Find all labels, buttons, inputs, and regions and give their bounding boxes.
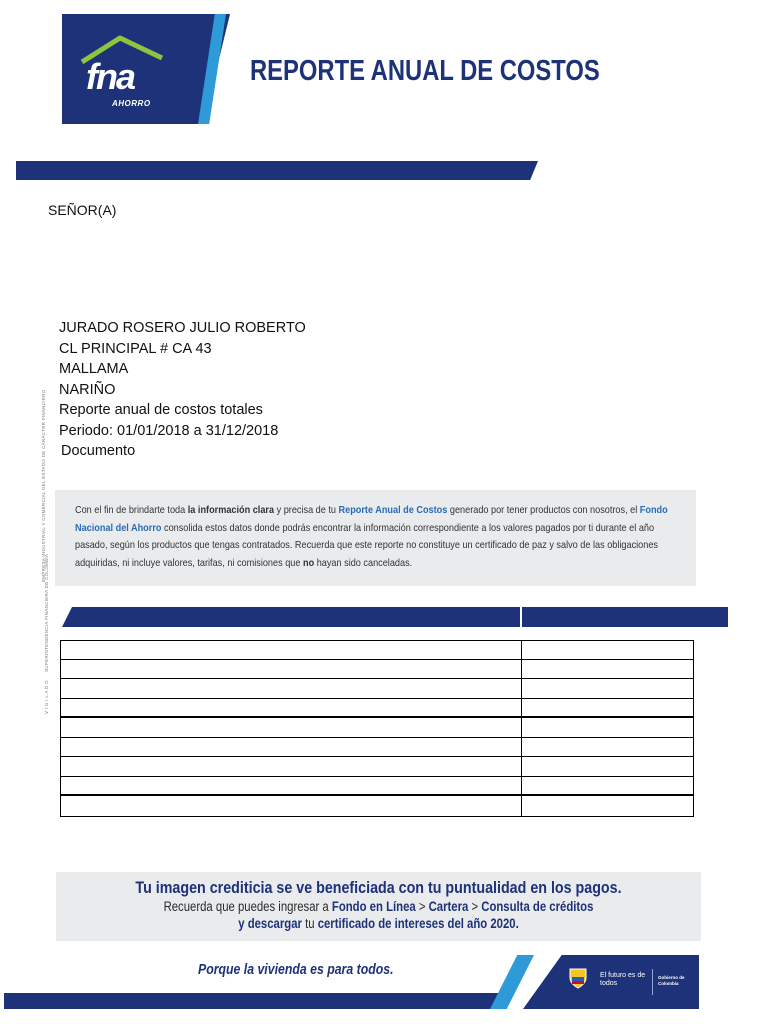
table-row	[60, 640, 694, 660]
gov-divider	[652, 969, 653, 995]
info-text: y precisa de tu	[274, 504, 339, 516]
table-cell-concept	[61, 641, 522, 659]
costs-table	[60, 640, 694, 817]
colombia-shield-icon	[568, 966, 588, 990]
info-panel	[55, 490, 696, 586]
info-text: Con el fin de brindarte toda	[75, 504, 188, 516]
table-row	[60, 718, 694, 738]
table-row	[60, 796, 694, 817]
promo-text: tu	[301, 916, 318, 931]
promo-panel	[56, 872, 701, 941]
recipient-city: MALLAMA	[59, 361, 129, 377]
table-cell-value	[522, 718, 693, 737]
promo-line-3	[108, 915, 650, 932]
table-cell-value	[522, 757, 693, 776]
info-text-bold: no	[302, 556, 315, 569]
side-label-company: EMPRESA INDUSTRIAL Y COMERCIAL DEL ESTADO DE CARÁCTER FINANCIERO	[41, 389, 46, 582]
header-divider-bar	[16, 161, 538, 180]
gov-slogan: El futuro es de todos	[600, 972, 646, 987]
table-cell-concept	[61, 718, 522, 737]
page-title: REPORTE ANUAL DE COSTOS	[250, 55, 600, 87]
table-cell-concept	[61, 738, 522, 757]
table-cell-value	[522, 796, 693, 816]
info-text: consolida estos datos donde podrás encontrar la información correspondiente a los valores pagados por ti durante el año pasado, según los productos que tengas contratados. Recuerda que este reporte no constituye un certificado de paz y salvo de las obligaciones adquiridas, ni incluye valores, tarifas, ni comisiones que	[75, 521, 658, 569]
table-header-divider	[520, 607, 522, 627]
recipient-department: NARIÑO	[59, 381, 116, 398]
info-paragraph	[75, 502, 675, 572]
table-cell-concept	[61, 699, 522, 717]
info-text-bold: la información clara	[187, 504, 275, 516]
table-row	[60, 699, 694, 719]
recipient-name: JURADO ROSERO JULIO ROBERTO	[59, 320, 306, 336]
table-cell-value	[522, 679, 693, 698]
document-label: Documento	[61, 443, 136, 459]
logo-text: fna	[86, 56, 134, 97]
promo-text: >	[415, 899, 429, 914]
promo-text-bold: certificado de intereses del año 2020.	[317, 916, 519, 931]
table-cell-concept	[61, 796, 522, 816]
promo-line-2	[108, 898, 650, 915]
footer-accent-stripe	[490, 955, 534, 1009]
table-cell-value	[522, 738, 693, 757]
promo-text: Recuerda que puedes ingresar a	[163, 899, 332, 914]
table-cell-concept	[61, 777, 522, 795]
info-highlight-report: Reporte Anual de Costos	[338, 504, 448, 516]
table-row	[60, 738, 694, 758]
table-cell-value	[522, 660, 693, 679]
info-text: generado por tener productos con nosotros, el	[447, 504, 640, 516]
table-cell-value	[522, 641, 693, 659]
table-cell-concept	[61, 679, 522, 698]
recipient-block	[59, 318, 306, 462]
footer-bar	[4, 993, 504, 1009]
table-cell-concept	[61, 757, 522, 776]
info-text: hayan sido canceladas.	[314, 556, 413, 569]
side-label-vigilado: V I G I L A D O	[44, 680, 49, 714]
gov-name: Gobierno de Colombia	[658, 975, 685, 986]
promo-headline: Tu imagen crediticia se ve beneficiada con tu puntualidad en los pagos.	[135, 878, 622, 897]
table-row	[60, 757, 694, 777]
info-highlight-fondo: Fondo Nacional del Ahorro	[75, 504, 668, 534]
table-row	[60, 660, 694, 680]
promo-link-cartera: Cartera	[428, 899, 469, 914]
table-row	[60, 679, 694, 699]
salutation: SEÑOR(A)	[48, 202, 117, 218]
promo-link-consulta: Consulta de créditos	[481, 899, 594, 914]
report-type: Reporte anual de costos totales	[59, 402, 263, 418]
table-cell-value	[522, 777, 693, 795]
table-cell-value	[522, 699, 693, 717]
promo-text-bold: y descargar	[238, 916, 302, 931]
table-header-bar	[62, 607, 728, 627]
side-label-supervised: SUPERINTENDENCIA FINANCIERA DE COLOMBIA	[44, 553, 49, 672]
table-row	[60, 777, 694, 797]
table-cell-concept	[61, 660, 522, 679]
logo-subtext: AHORRO	[112, 99, 151, 108]
promo-link-fondo-en-linea: Fondo en Línea	[331, 899, 416, 914]
report-period: Periodo: 01/01/2018 a 31/12/2018	[59, 422, 279, 439]
footer-slogan: Porque la vivienda es para todos.	[198, 961, 394, 978]
recipient-address: CL PRINCIPAL # CA 43	[59, 340, 212, 357]
promo-text: >	[468, 899, 482, 914]
